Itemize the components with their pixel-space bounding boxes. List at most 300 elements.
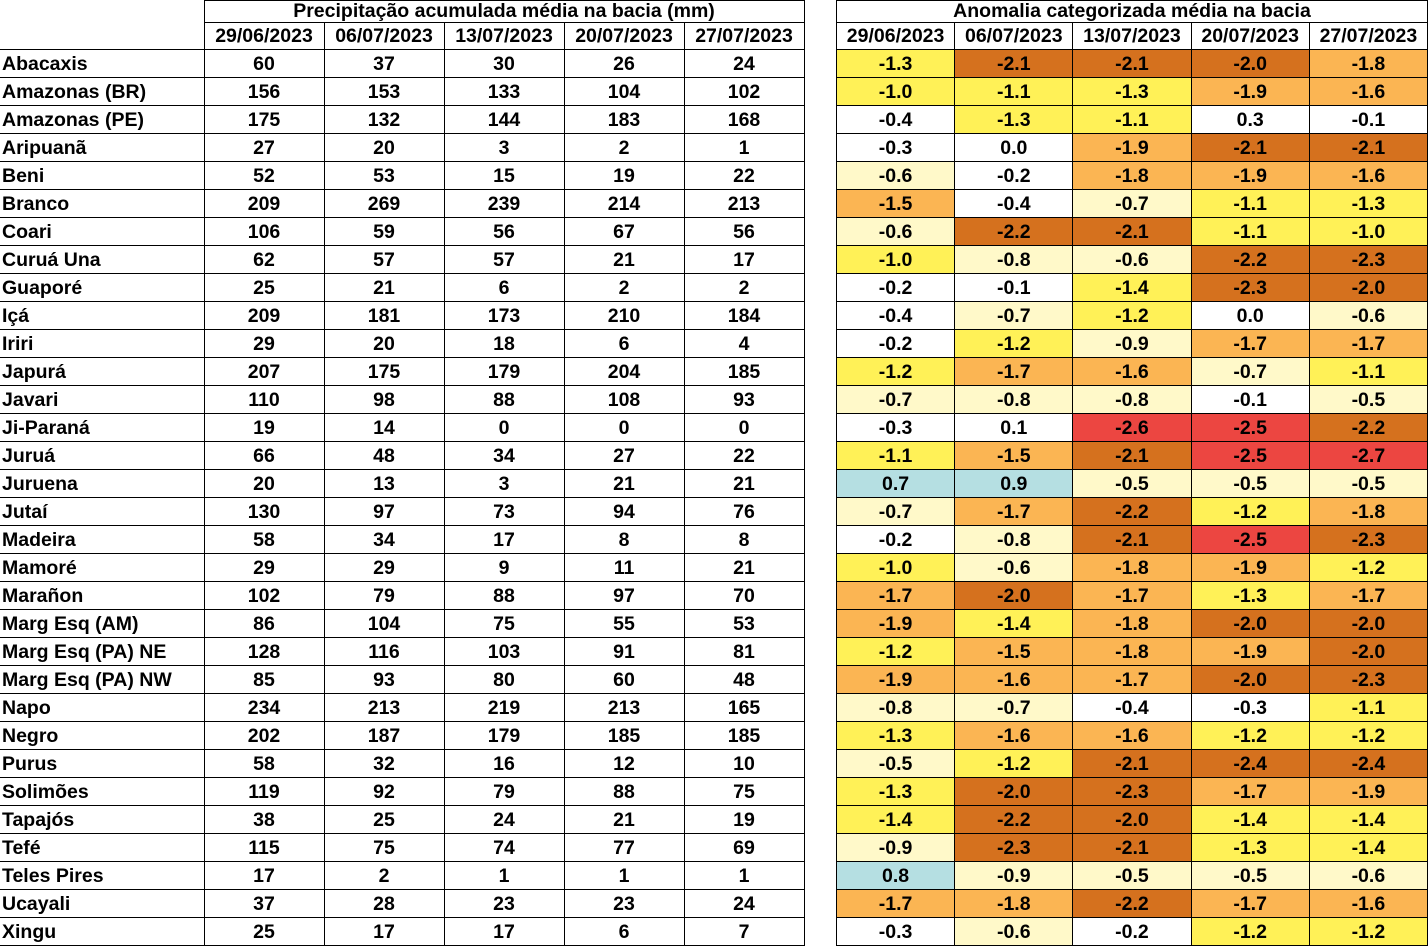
anomaly-value: -2.0 <box>1309 274 1427 302</box>
anomaly-value: -0.8 <box>1073 386 1191 414</box>
anomaly-row <box>837 302 1428 330</box>
precip-value: 214 <box>564 190 684 218</box>
precip-value: 59 <box>324 218 444 246</box>
anomaly-value: -0.1 <box>1309 106 1427 134</box>
precip-value: 108 <box>564 386 684 414</box>
precip-group-header: Precipitação acumulada média na bacia (mm) <box>204 1 804 23</box>
precip-row <box>0 890 804 918</box>
anomaly-row <box>837 890 1428 918</box>
anomaly-value: -0.6 <box>837 162 955 190</box>
anomaly-value: -0.7 <box>955 694 1073 722</box>
precip-value: 106 <box>204 218 324 246</box>
precip-value: 88 <box>444 582 564 610</box>
anomaly-value: -1.8 <box>1073 162 1191 190</box>
precip-value: 14 <box>324 414 444 442</box>
anomaly-row <box>837 218 1428 246</box>
anomaly-value: -2.2 <box>955 806 1073 834</box>
anomaly-row <box>837 134 1428 162</box>
precip-value: 56 <box>684 218 804 246</box>
anomaly-row <box>837 918 1428 946</box>
precip-date-header: 06/07/2023 <box>324 23 444 50</box>
precip-value: 184 <box>684 302 804 330</box>
anomaly-value: -2.0 <box>955 778 1073 806</box>
anomaly-value: -1.3 <box>837 778 955 806</box>
precip-value: 57 <box>324 246 444 274</box>
precip-row <box>0 330 804 358</box>
precip-value: 11 <box>564 554 684 582</box>
precip-value: 18 <box>444 330 564 358</box>
anomaly-value: -0.9 <box>1073 330 1191 358</box>
anomaly-value: -1.0 <box>837 246 955 274</box>
anomaly-value: -1.6 <box>955 666 1073 694</box>
precip-value: 21 <box>684 470 804 498</box>
precip-value: 85 <box>204 666 324 694</box>
anomaly-value: -2.0 <box>1191 610 1309 638</box>
precip-value: 213 <box>324 694 444 722</box>
precip-value: 144 <box>444 106 564 134</box>
anomaly-value: -1.3 <box>1191 834 1309 862</box>
precip-value: 185 <box>684 722 804 750</box>
anomaly-value: -1.6 <box>1309 78 1427 106</box>
precip-value: 175 <box>324 358 444 386</box>
anomaly-row <box>837 106 1428 134</box>
anomaly-row <box>837 358 1428 386</box>
precip-value: 27 <box>204 134 324 162</box>
anomaly-value: -0.6 <box>837 218 955 246</box>
anomaly-value: -1.9 <box>1309 778 1427 806</box>
anomaly-value: -1.2 <box>837 638 955 666</box>
precip-value: 116 <box>324 638 444 666</box>
anomaly-row <box>837 750 1428 778</box>
precip-value: 37 <box>324 50 444 78</box>
anomaly-row <box>837 862 1428 890</box>
precip-value: 76 <box>684 498 804 526</box>
precip-value: 23 <box>564 890 684 918</box>
anomaly-row <box>837 722 1428 750</box>
precip-value: 19 <box>204 414 324 442</box>
precip-row <box>0 722 804 750</box>
precip-value: 60 <box>564 666 684 694</box>
anomaly-value: -0.7 <box>837 498 955 526</box>
anomaly-value: -0.6 <box>1309 302 1427 330</box>
precip-row <box>0 554 804 582</box>
anomaly-value: -1.2 <box>1309 918 1427 946</box>
precip-value: 185 <box>564 722 684 750</box>
basin-name: Beni <box>0 162 204 190</box>
anomaly-value: -1.2 <box>1191 498 1309 526</box>
precip-value: 70 <box>684 582 804 610</box>
precip-value: 98 <box>324 386 444 414</box>
anomaly-row <box>837 78 1428 106</box>
anomaly-value: -2.3 <box>1309 526 1427 554</box>
precip-value: 73 <box>444 498 564 526</box>
precip-value: 24 <box>684 50 804 78</box>
anomaly-value: -0.6 <box>955 918 1073 946</box>
anomaly-value: -1.7 <box>1073 666 1191 694</box>
anomaly-value: -1.9 <box>1073 134 1191 162</box>
precip-value: 81 <box>684 638 804 666</box>
anomaly-value: -0.6 <box>1073 246 1191 274</box>
precip-value: 2 <box>564 274 684 302</box>
precip-row <box>0 106 804 134</box>
basin-name: Javari <box>0 386 204 414</box>
precip-value: 2 <box>684 274 804 302</box>
anomaly-value: -1.2 <box>837 358 955 386</box>
precip-value: 55 <box>564 610 684 638</box>
precip-value: 38 <box>204 806 324 834</box>
anomaly-value: -0.8 <box>955 246 1073 274</box>
basin-name: Abacaxis <box>0 50 204 78</box>
precip-row <box>0 470 804 498</box>
anomaly-value: -0.4 <box>1073 694 1191 722</box>
anomaly-value: -1.9 <box>1191 638 1309 666</box>
anomaly-row <box>837 666 1428 694</box>
anomaly-value: -1.2 <box>1309 722 1427 750</box>
basin-name: Solimões <box>0 778 204 806</box>
precip-value: 19 <box>564 162 684 190</box>
precip-row <box>0 386 804 414</box>
anomaly-value: -0.4 <box>955 190 1073 218</box>
anomaly-value: -2.1 <box>1073 834 1191 862</box>
precip-value: 21 <box>564 246 684 274</box>
precip-value: 179 <box>444 358 564 386</box>
precip-value: 6 <box>564 918 684 946</box>
precip-value: 269 <box>324 190 444 218</box>
precip-value: 17 <box>204 862 324 890</box>
anomaly-value: -2.4 <box>1309 750 1427 778</box>
precip-value: 25 <box>204 274 324 302</box>
anomaly-value: -1.1 <box>837 442 955 470</box>
anomaly-value: -0.8 <box>837 694 955 722</box>
anomaly-value: -0.1 <box>1191 386 1309 414</box>
precip-row <box>0 862 804 890</box>
precip-value: 234 <box>204 694 324 722</box>
precip-value: 132 <box>324 106 444 134</box>
precip-row <box>0 582 804 610</box>
precip-value: 133 <box>444 78 564 106</box>
anomaly-value: -1.7 <box>1309 330 1427 358</box>
precip-value: 9 <box>444 554 564 582</box>
anomaly-date-header: 06/07/2023 <box>955 23 1073 50</box>
anomaly-date-header: 13/07/2023 <box>1073 23 1191 50</box>
precip-value: 21 <box>684 554 804 582</box>
anomaly-value: -1.4 <box>1191 806 1309 834</box>
precip-value: 17 <box>444 918 564 946</box>
anomaly-value: -1.6 <box>1309 162 1427 190</box>
precip-value: 153 <box>324 78 444 106</box>
anomaly-value: -0.2 <box>837 526 955 554</box>
anomaly-value: -1.2 <box>955 750 1073 778</box>
precip-value: 17 <box>684 246 804 274</box>
anomaly-row <box>837 442 1428 470</box>
precip-value: 119 <box>204 778 324 806</box>
precip-value: 19 <box>684 806 804 834</box>
anomaly-value: -0.9 <box>837 834 955 862</box>
precip-value: 29 <box>204 330 324 358</box>
precip-value: 20 <box>324 330 444 358</box>
precip-value: 173 <box>444 302 564 330</box>
precip-value: 29 <box>324 554 444 582</box>
anomaly-value: -1.5 <box>955 442 1073 470</box>
basin-name: Napo <box>0 694 204 722</box>
precip-value: 1 <box>564 862 684 890</box>
precip-value: 75 <box>444 610 564 638</box>
precip-row <box>0 526 804 554</box>
anomaly-value: -1.1 <box>1191 218 1309 246</box>
anomaly-row <box>837 526 1428 554</box>
anomaly-value: -0.7 <box>1191 358 1309 386</box>
anomaly-value: -1.7 <box>955 498 1073 526</box>
basin-name: Japurá <box>0 358 204 386</box>
anomaly-value: -1.1 <box>1073 106 1191 134</box>
precip-value: 48 <box>324 442 444 470</box>
precip-value: 3 <box>444 134 564 162</box>
anomaly-value: 0.7 <box>837 470 955 498</box>
precip-value: 27 <box>564 442 684 470</box>
anomaly-value: -2.7 <box>1309 442 1427 470</box>
anomaly-value: -1.8 <box>1309 498 1427 526</box>
anomaly-row <box>837 386 1428 414</box>
precip-row <box>0 694 804 722</box>
anomaly-value: -2.5 <box>1191 526 1309 554</box>
precip-date-header: 13/07/2023 <box>444 23 564 50</box>
anomaly-value: 0.0 <box>955 134 1073 162</box>
precip-date-header: 20/07/2023 <box>564 23 684 50</box>
anomaly-value: -1.8 <box>1309 50 1427 78</box>
precip-value: 209 <box>204 302 324 330</box>
precip-row <box>0 638 804 666</box>
anomaly-value: -1.7 <box>1309 582 1427 610</box>
anomaly-value: -0.5 <box>1309 470 1427 498</box>
precip-value: 179 <box>444 722 564 750</box>
precip-value: 213 <box>684 190 804 218</box>
anomaly-value: -1.1 <box>1191 190 1309 218</box>
anomaly-value: -0.1 <box>955 274 1073 302</box>
anomaly-value: -1.7 <box>1073 582 1191 610</box>
anomaly-value: -1.7 <box>837 582 955 610</box>
basin-name: Tefé <box>0 834 204 862</box>
anomaly-value: -1.0 <box>1309 218 1427 246</box>
anomaly-value: -1.1 <box>955 78 1073 106</box>
anomaly-row <box>837 190 1428 218</box>
anomaly-value: -1.7 <box>837 890 955 918</box>
precip-value: 28 <box>324 890 444 918</box>
anomaly-value: -0.4 <box>837 302 955 330</box>
precip-value: 185 <box>684 358 804 386</box>
precip-value: 37 <box>204 890 324 918</box>
basin-name: Guaporé <box>0 274 204 302</box>
precip-value: 93 <box>684 386 804 414</box>
anomaly-value: -2.3 <box>1309 666 1427 694</box>
anomaly-value: -2.2 <box>1309 414 1427 442</box>
anomaly-value: -1.1 <box>1309 358 1427 386</box>
basin-name: Curuá Una <box>0 246 204 274</box>
precip-value: 74 <box>444 834 564 862</box>
anomaly-value: -1.5 <box>955 638 1073 666</box>
precip-value: 66 <box>204 442 324 470</box>
precip-value: 130 <box>204 498 324 526</box>
basin-name: Juruá <box>0 442 204 470</box>
anomaly-value: -0.8 <box>955 526 1073 554</box>
anomaly-value: -1.3 <box>955 106 1073 134</box>
precip-value: 97 <box>564 582 684 610</box>
anomaly-value: -0.5 <box>1073 862 1191 890</box>
anomaly-row <box>837 582 1428 610</box>
precip-value: 21 <box>564 806 684 834</box>
anomaly-value: -2.3 <box>1309 246 1427 274</box>
anomaly-value: -0.7 <box>955 302 1073 330</box>
anomaly-row <box>837 414 1428 442</box>
precip-value: 6 <box>444 274 564 302</box>
anomaly-value: -1.2 <box>1073 302 1191 330</box>
anomaly-value: -1.9 <box>1191 554 1309 582</box>
anomaly-value: -2.3 <box>1073 778 1191 806</box>
precip-value: 88 <box>444 386 564 414</box>
anomaly-value: -0.7 <box>837 386 955 414</box>
anomaly-value: -2.1 <box>1073 442 1191 470</box>
precip-value: 22 <box>684 442 804 470</box>
basin-name: Branco <box>0 190 204 218</box>
precip-value: 219 <box>444 694 564 722</box>
basin-name: Içá <box>0 302 204 330</box>
precip-value: 60 <box>204 50 324 78</box>
precip-value: 91 <box>564 638 684 666</box>
precip-value: 207 <box>204 358 324 386</box>
anomaly-row <box>837 274 1428 302</box>
anomaly-value: -2.0 <box>1073 806 1191 834</box>
anomaly-value: -2.1 <box>955 50 1073 78</box>
anomaly-value: 0.0 <box>1191 302 1309 330</box>
precip-row <box>0 442 804 470</box>
basin-name: Ji-Paraná <box>0 414 204 442</box>
anomaly-date-header: 29/06/2023 <box>837 23 955 50</box>
precip-row <box>0 218 804 246</box>
anomaly-value: -0.5 <box>1191 862 1309 890</box>
anomaly-value: -0.5 <box>1073 470 1191 498</box>
precip-row <box>0 134 804 162</box>
precip-value: 102 <box>204 582 324 610</box>
precip-value: 34 <box>444 442 564 470</box>
precip-value: 69 <box>684 834 804 862</box>
corner-empty <box>0 1 204 23</box>
anomaly-value: -1.2 <box>1191 722 1309 750</box>
anomaly-value: -2.2 <box>1073 890 1191 918</box>
basin-name: Madeira <box>0 526 204 554</box>
precip-value: 20 <box>204 470 324 498</box>
precip-value: 58 <box>204 750 324 778</box>
anomaly-row <box>837 50 1428 78</box>
precip-value: 175 <box>204 106 324 134</box>
anomaly-value: 0.3 <box>1191 106 1309 134</box>
precip-date-header: 27/07/2023 <box>684 23 804 50</box>
precip-value: 58 <box>204 526 324 554</box>
anomaly-value: 0.9 <box>955 470 1073 498</box>
basin-name: Marañon <box>0 582 204 610</box>
basin-name: Aripuanã <box>0 134 204 162</box>
precip-value: 0 <box>684 414 804 442</box>
precip-row <box>0 190 804 218</box>
precip-value: 26 <box>564 50 684 78</box>
basin-name: Tapajós <box>0 806 204 834</box>
anomaly-value: -0.7 <box>1073 190 1191 218</box>
anomaly-value: -1.3 <box>1191 582 1309 610</box>
precip-value: 17 <box>324 918 444 946</box>
precip-value: 53 <box>684 610 804 638</box>
precip-value: 52 <box>204 162 324 190</box>
precip-value: 57 <box>444 246 564 274</box>
precip-value: 86 <box>204 610 324 638</box>
anomaly-value: -2.2 <box>1073 498 1191 526</box>
anomaly-value: -1.5 <box>837 190 955 218</box>
anomaly-date-header: 27/07/2023 <box>1309 23 1427 50</box>
anomaly-value: -0.2 <box>955 162 1073 190</box>
basin-name: Amazonas (PE) <box>0 106 204 134</box>
precip-value: 1 <box>444 862 564 890</box>
anomaly-table <box>836 0 1428 946</box>
anomaly-value: -1.9 <box>837 666 955 694</box>
anomaly-value: -0.3 <box>837 414 955 442</box>
anomaly-value: -1.0 <box>837 78 955 106</box>
anomaly-row <box>837 610 1428 638</box>
precip-value: 24 <box>684 890 804 918</box>
anomaly-value: -0.8 <box>955 386 1073 414</box>
precip-value: 128 <box>204 638 324 666</box>
anomaly-row <box>837 694 1428 722</box>
anomaly-value: -1.4 <box>837 806 955 834</box>
anomaly-value: -0.9 <box>955 862 1073 890</box>
precip-value: 20 <box>324 134 444 162</box>
anomaly-value: -1.9 <box>837 610 955 638</box>
anomaly-value: -2.2 <box>1191 246 1309 274</box>
anomaly-value: -0.3 <box>837 918 955 946</box>
anomaly-value: -1.8 <box>955 890 1073 918</box>
corner-empty <box>0 23 204 50</box>
precip-value: 75 <box>684 778 804 806</box>
anomaly-row <box>837 834 1428 862</box>
basin-name: Marg Esq (AM) <box>0 610 204 638</box>
precip-row <box>0 778 804 806</box>
anomaly-value: -2.2 <box>955 218 1073 246</box>
anomaly-value: -1.3 <box>837 722 955 750</box>
anomaly-value: -2.1 <box>1309 134 1427 162</box>
basin-name: Marg Esq (PA) NW <box>0 666 204 694</box>
anomaly-value: -0.2 <box>837 274 955 302</box>
anomaly-value: -2.1 <box>1073 50 1191 78</box>
precip-value: 156 <box>204 78 324 106</box>
anomaly-value: -2.0 <box>1191 50 1309 78</box>
precip-row <box>0 806 804 834</box>
anomaly-value: -1.4 <box>1309 806 1427 834</box>
precip-value: 3 <box>444 470 564 498</box>
precip-value: 16 <box>444 750 564 778</box>
precip-value: 21 <box>324 274 444 302</box>
precip-value: 210 <box>564 302 684 330</box>
anomaly-row <box>837 778 1428 806</box>
basin-name: Ucayali <box>0 890 204 918</box>
anomaly-value: -1.6 <box>1073 358 1191 386</box>
anomaly-value: -2.1 <box>1073 526 1191 554</box>
precip-value: 80 <box>444 666 564 694</box>
anomaly-value: -0.2 <box>1073 918 1191 946</box>
precip-value: 0 <box>444 414 564 442</box>
anomaly-row <box>837 638 1428 666</box>
anomaly-row <box>837 498 1428 526</box>
precip-value: 183 <box>564 106 684 134</box>
basin-name: Negro <box>0 722 204 750</box>
precip-value: 110 <box>204 386 324 414</box>
precip-value: 25 <box>324 806 444 834</box>
precip-value: 30 <box>444 50 564 78</box>
